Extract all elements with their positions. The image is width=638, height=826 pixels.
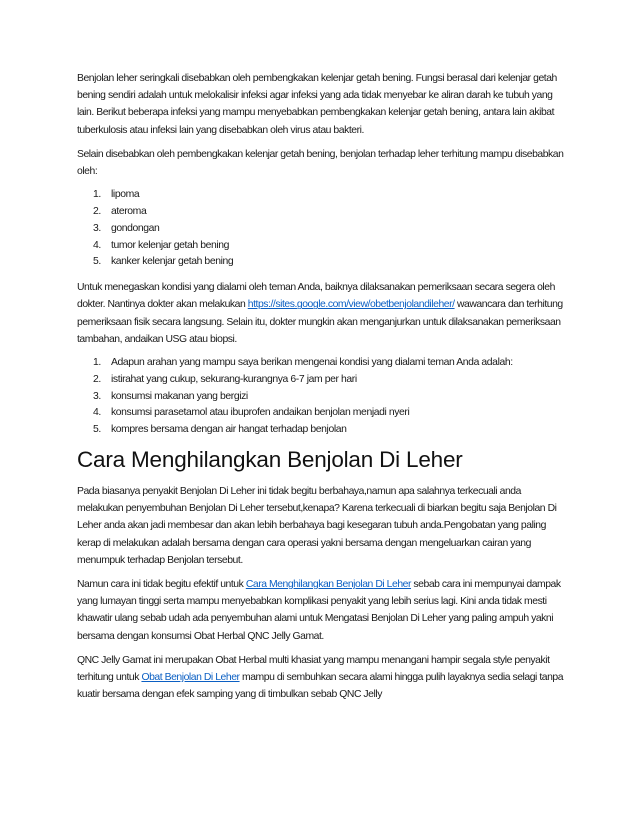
doctor-paragraph bbox=[77, 279, 567, 348]
list-text: kanker kelenjar getah bening bbox=[111, 256, 234, 268]
remedy-text-before: Namun cara ini tidak begitu efektif untuk bbox=[77, 579, 246, 591]
list-item bbox=[77, 355, 567, 372]
section-heading: Cara Menghilangkan Benjolan Di Leher bbox=[77, 447, 463, 472]
qnc-paragraph bbox=[77, 652, 567, 704]
document-page bbox=[77, 70, 567, 710]
list-item bbox=[77, 204, 567, 221]
list-number: 4. bbox=[93, 239, 101, 251]
list-number: 1. bbox=[93, 189, 101, 201]
doctor-text-before: Untuk menegaskan kondisi yang dialami oleh teman Anda, baiknya dilaksanakan pemeriksaan secara segera oleh dokter. Nantinya dokter akan melakukan bbox=[77, 282, 555, 311]
list-number: 5. bbox=[93, 424, 101, 436]
cara-menghilangkan-link[interactable]: Cara Menghilangkan Benjolan Di Leher bbox=[245, 579, 411, 591]
list-item bbox=[77, 372, 567, 389]
list-number: 3. bbox=[93, 222, 101, 234]
list-text: kompres bersama dengan air hangat terhadap benjolan bbox=[111, 424, 347, 436]
list-text: ateroma bbox=[111, 206, 147, 218]
list-number: 4. bbox=[93, 407, 101, 419]
list-text: Adapun arahan yang mampu saya berikan mengenai kondisi yang dialami teman Anda adalah: bbox=[111, 357, 513, 369]
remedy-text-after: sebab cara ini mempunyai dampak yang lumayan tinggi serta mampu menyebabkan komplikasi penyakit yang lebih serius lagi. Kini anda tidak mesti khawatir ulang sebab udah ada penyembuhan alami untuk Mengatasi Benjolan Di Leher yang paling ampuh yakni bersama dengan konsumsi Obat Herbal QNC Jelly Gamat. bbox=[77, 579, 561, 642]
intro-paragraph: Benjolan leher seringkali disebabkan oleh pembengkakan kelenjar getah bening. Fungsi berasal dari kelenjar getah bening sendiri adalah untuk melokalisir infeksi agar infeksi yang ada tidak menyebar ke aliran darah ke tubuh yang lain. Berikut beberapa infeksi yang mampu menyebabkan pembengkakan kelenjar getah bening, antara lain akibat tuberkulosis atau infeksi lain yang disebabkan oleh virus atau bakteri. bbox=[77, 73, 557, 136]
list-number: 2. bbox=[93, 206, 101, 218]
list-item bbox=[77, 238, 567, 255]
list-text: konsumsi makanan yang bergizi bbox=[111, 390, 248, 402]
causes-paragraph: Selain disebabkan oleh pembengkakan kelenjar getah bening, benjolan terhadap leher terhitung mampu disebabkan oleh: bbox=[77, 148, 564, 178]
sites-google-link[interactable]: https://sites.google.com/view/obetbenjolandileher/ bbox=[247, 299, 455, 311]
list-item bbox=[77, 405, 567, 422]
list-text: gondongan bbox=[111, 222, 160, 234]
list-item bbox=[77, 389, 567, 406]
list-text: lipoma bbox=[111, 189, 140, 201]
list-number: 3. bbox=[93, 390, 101, 402]
qnc-text-after: mampu di sembuhkan secara alami hingga pulih layaknya sedia selagi tanpa kuatir bersama dengan efek samping yang di timbulkan sebab QNC Jelly bbox=[77, 672, 564, 701]
list-item bbox=[77, 221, 567, 238]
treatment-paragraph: Pada biasanya penyakit Benjolan Di Leher ini tidak begitu berbahaya,namun apa salahnya terkecuali anda melakukan penyembuhan Benjolan Di Leher tersebut,kenapa? Karena terkecuali di biarkan begitu saja Benjolan Di Leher anda akan jadi membesar dan akan lebih berbahaya bagi kesegaran tubuh anda.Pengobatan yang paling kerap di melakukan adalah bersama dengan cara operasi yakni bersama dengan mengeluarkan cairan yang menumpuk terhadap Benjolan tersebut. bbox=[77, 486, 557, 566]
doctor-text-after: wawancara dan terhitung pemeriksaan fisik secara langsung. Selain itu, dokter mungkin akan menganjurkan untuk dilaksanakan pemeriksaan tambahan, andaikan USG atau biopsi. bbox=[77, 299, 563, 345]
list-text: istirahat yang cukup, sekurang-kurangnya 6-7 jam per hari bbox=[111, 373, 357, 385]
list-text: konsumsi parasetamol atau ibuprofen andaikan benjolan menjadi nyeri bbox=[111, 407, 410, 419]
list-item bbox=[77, 254, 567, 271]
advice-list bbox=[77, 355, 567, 439]
list-text: tumor kelenjar getah bening bbox=[111, 239, 230, 251]
obat-benjolan-link[interactable]: Obat Benjolan Di Leher bbox=[141, 672, 240, 684]
qnc-text-before: QNC Jelly Gamat ini merupakan Obat Herbal multi khasiat yang mampu menangani hampir segala style penyakit terhitung untuk bbox=[77, 654, 550, 684]
list-number: 5. bbox=[93, 256, 101, 268]
list-number: 2. bbox=[93, 373, 101, 385]
list-item bbox=[77, 422, 567, 439]
list-number: 1. bbox=[93, 357, 101, 369]
natural-remedy-paragraph bbox=[77, 576, 567, 645]
causes-list bbox=[77, 187, 567, 271]
list-item bbox=[77, 187, 567, 204]
